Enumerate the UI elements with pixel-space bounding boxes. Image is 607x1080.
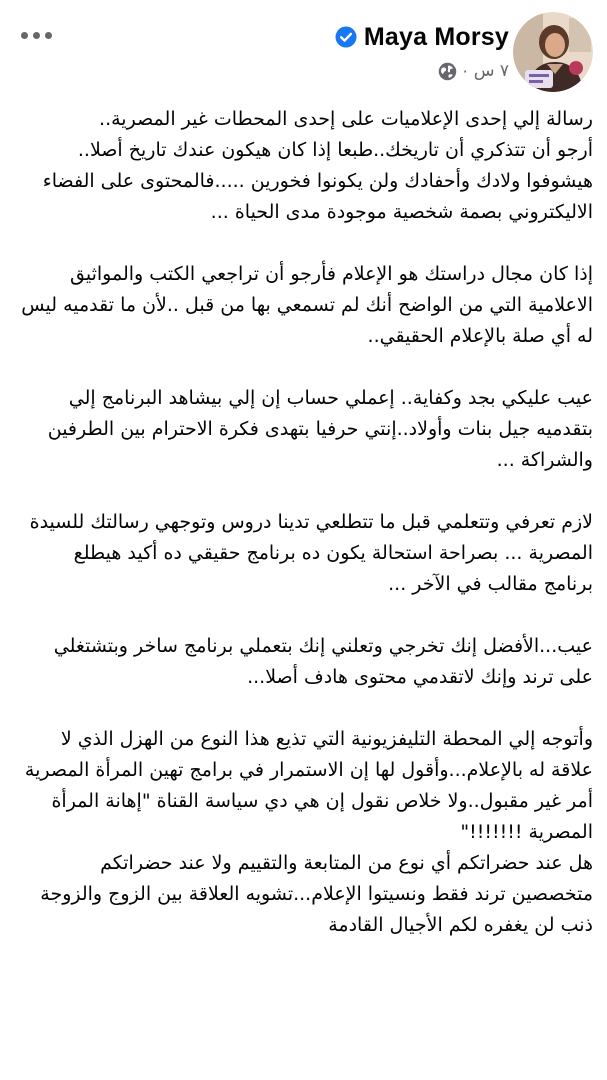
post-timestamp[interactable]: ٧ س: [473, 61, 509, 81]
post-header: [0, 0, 607, 96]
more-options-icon-dot: [33, 32, 40, 39]
post-paragraph: عيب...الأفضل إنك تخرجي وتعلني إنك بتعملي برنامج ساخر وبتشتغلي على ترند وإنك لاتقدمي محتوى هادف أصلا...: [47, 635, 593, 688]
post-paragraph: لازم تعرفي وتتعلمي قبل ما تتطلعي تدينا دروس وتوجهي رسالتك للسيدة المصرية ... بصراحة استحالة يكون ده برنامج حقيقي ده أكيد هيطلع برنامج مقالب في الآخر ...: [23, 511, 593, 595]
post-paragraph: وأتوجه إلي المحطة التليفزيونية التي تذيع هذا النوع من الهزل الذي لا علاقة له بالإعلام...وأقول لها إن الاستمرار في برامج تهين المرأة المصرية أمر غير مقبول..ولا خلاص نقول إن هي دي سياسة القناة "إهانة المرأة المصرية !!!!!!!": [18, 728, 593, 843]
avatar-image: [513, 12, 593, 92]
post-paragraph: إذا كان مجال دراستك هو الإعلام فأرجو أن تراجعي الكتب والمواثيق الاعلامية التي من الواضح أنك لم تسمعي بها من قبل ..لأن ما تقدميه ليس له أي صلة بالإعلام الحقيقي..: [15, 263, 593, 347]
post-paragraph: رسالة إلي إحدى الإعلاميات على إحدى المحطات غير المصرية.. أرجو أن تتذكري أن تاريخك..طبعا إذا كان هيكون عندك تاريخ أصلا.. هيشوفوا ولادك وأحفادك ولن يكونوا فخورين .....فالمحتوى على الفضاء الاليكتروني بصمة شخصية موجودة مدى الحياة ...: [42, 108, 593, 223]
post-bottom-edge: [0, 1072, 607, 1080]
author-name-row: [335, 20, 509, 54]
globe-icon[interactable]: [438, 62, 457, 81]
author-name[interactable]: Maya Morsy: [363, 22, 509, 51]
avatar[interactable]: [513, 12, 593, 92]
meta-separator: ·: [462, 61, 468, 81]
verified-badge-icon: [335, 26, 357, 48]
more-options-icon: [21, 32, 28, 39]
more-options-button[interactable]: [18, 20, 54, 50]
post-meta-row: [438, 58, 509, 84]
post-body: [15, 104, 593, 941]
post-paragraph: عيب عليكي بجد وكفاية.. إعملي حساب إن إلي بيشاهد البرنامج إلي بتقدميه جيل بنات وأولاد..إنتي حرفيا بتهدى فكرة الاحترام بين الطرفين والشراكة ...: [41, 387, 593, 471]
more-options-icon-dot: [45, 32, 52, 39]
post-paragraph: هل عند حضراتكم أي نوع من المتابعة والتقييم ولا عند حضراتكم متخصصين ترند فقط ونسيتوا الإعلام...تشويه العلاقة بين الزوج والزوجة ذنب لن يغفره لكم الأجيال القادمة: [34, 852, 593, 936]
